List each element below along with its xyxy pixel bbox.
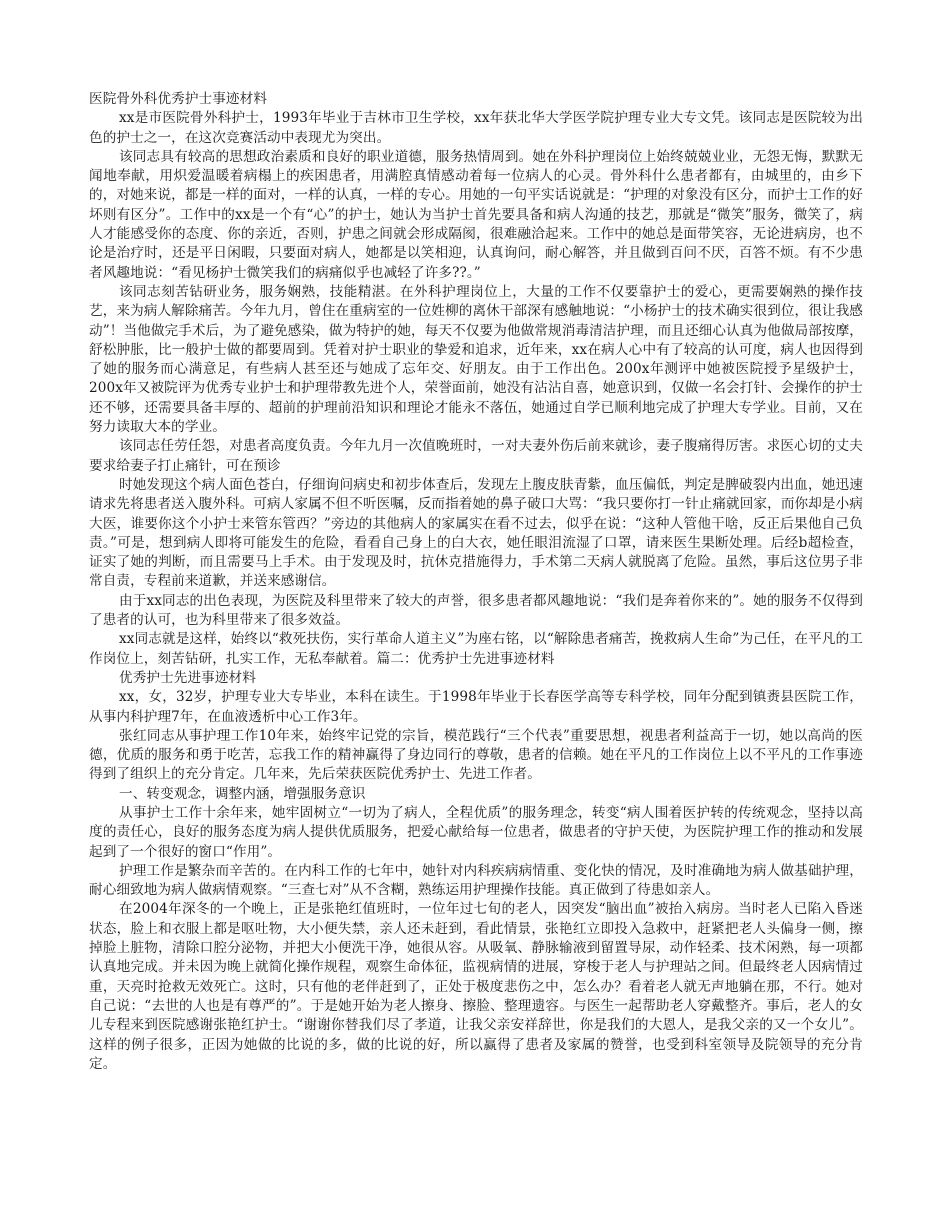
section-heading-one: 一、转变观念，调整内涵，增强服务意识 — [119, 785, 366, 802]
paragraph-skills: 该同志刻苦钻研业务，服务娴熟，技能精湛。在外科护理岗位上，大量的工作不仅要靠护士的爱心，更需要娴熟的操作技艺，来为病人解除痛苦。今年九月，曾住在重病室的一位姓柳的离休干部深有感触地说：“小杨护士的技术确实很到位，很让我感动”！当他做完手术后，为了避免感染，做为特护的她，每天不仅要为他做常规消毒清洁护理，而且还细心认真为他做局部按摩，舒松肿胀，比一般护士做的都要周到。凭着对护士职业的挚爱和追求，近年来，xx在病人心中有了较高的认可度，病人也因得到了她的服务而心满意足，有些病人甚至还与她成了忘年交、好朋友。由于工作出色。200x年测评中她被医院授予星级护士，200x年又被院评为优秀专业护士和护理带教先进个人，荣誉面前，她没有沾沾自喜，她意识到，仅做一名会打针、会操作的护士还不够，还需要具备丰厚的、超前的护理前沿知识和理论才能永不落伍，她通过自学已顺利地完成了护理大专学业。目前，又在努力读取大本的学业。 — [89, 283, 863, 436]
document-page — [89, 90, 863, 1074]
paragraph-conclusion: xx同志就是这样，始终以“救死扶伤，实行革命人道主义”为座右铭，以“解除患者痛苦，挽救病人生命”为己任，在平凡的工作岗位上，刻苦钻研，扎实工作，无私奉献着。篇二：优秀护士先进事迹材料 — [89, 631, 863, 667]
document-title: 医院骨外科优秀护士事迹材料 — [89, 91, 268, 107]
section-two-title: 优秀护士先进事迹材料 — [119, 669, 256, 686]
paragraph-internal-medicine: 护理工作是繁杂而辛苦的。在内科工作的七年中，她针对内科疾病病情重、变化快的情况，及时准确地为病人做基础护理，耐心细致地为病人做病情观察。“三查七对”从不含糊，熟练运用护理操作技能。真正做到了待患如亲人。 — [89, 862, 863, 899]
paragraph-profile: xx，女，32岁，护理专业大专毕业，本科在读生。于1998年毕业于长春医学高等专科学校，同年分配到镇赉县医院工作，从事内科护理7年，在血液透析中心工作3年。 — [89, 689, 863, 725]
paragraph-2004-case: 在2004年深冬的一个晚上，正是张艳红值班时，一位年过七旬的老人，因突发“脑出血”被抬入病房。当时老人已陷入昏迷状态，脸上和衣服上都是呕吐物，大小便失禁，亲人还未赶到，看此情景，张艳红立即投入急救中，赶紧把老人头偏身一侧，擦掉脸上脏物，清除口腔分泌物，并把大小便洗干净，她很从容。从吸氧、静脉输液到留置导尿，动作轻柔、技术闲熟，每一项都认真地完成。并未因为晚上就简化操作规程，观察生命体征，监视病情的进展，穿梭于老人与护理站之间。但最终老人因病情过重，天亮时抢救无效死亡。这时，只有他的老伴赶到了，正处于极度悲伤之中，怎么办？看着老人就无声地躺在那，不行。她对自己说：“去世的人也是有尊严的”。于是她开始为老人擦身、擦脸、整理遗容。与医生一起帮助老人穿戴整齐。事后，老人的女儿专程来到医院感谢张艳红护士。“谢谢你替我们尽了孝道，让我父亲安祥辞世，你是我们的大恩人，是我父亲的又一个女儿”。这样的例子很多，正因为她做的比说的多，做的比说的好，所以赢得了患者及家属的赞誉，也受到科室领导及院领导的充分肯定。 — [89, 901, 863, 1072]
paragraph-service-years: 张红同志从事护理工作10年来，始终牢记党的宗旨，模范践行“三个代表”重要思想，视患者利益高于一切，她以高尚的医德，优质的服务和勇于吃苦，忘我工作的精神赢得了身边同行的尊敬，患者的信赖。她在平凡的工作岗位上以不平凡的工作事迹得到了组织上的充分肯定。几年来，先后荣获医院优秀护士、先进工作者。 — [89, 727, 863, 783]
paragraph-service-concept: 从事护士工作十余年来，她牢固树立“一切为了病人，全程优质”的服务理念，转变“病人围着医护转的传统观念，坚持以高度的责任心，良好的服务态度为病人提供优质服务，把爱心献给每一位患者，做患者的守护天使，为医院护理工作的推动和发展起到了一个很好的窗口“作用”。 — [89, 804, 863, 860]
paragraph-intro: xx是市医院骨外科护士，1993年毕业于吉林市卫生学校，xx年获北华大学医学院护理专业大专文凭。该同志是医院较为出色的护士之一，在这次竞赛活动中表现尤为突出。 — [89, 110, 863, 146]
paragraph-emergency-case: 时她发现这个病人面色苍白，仔细询问病史和初步体查后，发现左上腹皮肤青紫，血压偏低，判定是脾破裂内出血，她迅速请求先将患者送入腹外科。可病人家属不但不听医嘱，反而指着她的鼻子破口大骂：“我只要你打一针止痛就回家，而你却是小病大医，谁要你这个小护士来管东管西？”旁边的其他病人的家属实在看不过去，似乎在说：“这种人管他干啥，反正后果他自己负责。”可是，想到病人即将可能发生的危险，看看自己身上的白大衣，她任眼泪流湿了口罩，请来医生果断处理。后经b超检查，证实了她的判断，而且需要马上手术。由于发现及时，抗休克措施得力，手术第二天病人就脱离了危险。虽然，事后这位男子非常自责，专程前来道歉，并送来感谢信。 — [89, 476, 863, 590]
paragraph-responsibility: 该同志任劳任怨，对患者高度负责。今年九月一次值晚班时，一对夫妻外伤后前来就诊，妻子腹痛得厉害。求医心切的丈夫要求给妻子打止痛针，可在预诊 — [89, 438, 863, 474]
paragraph-ethics: 该同志具有较高的思想政治素质和良好的职业道德，服务热情周到。她在外科护理岗位上始终兢兢业业，无怨无悔，默默无闻地奉献，用炽爱温暖着病榻上的疾困患者，用满腔真情感动着每一位病人的心灵。骨外科什么患者都有，由城里的，由乡下的，对她来说，都是一样的面对，一样的认真，一样的专心。用她的一句平实话说就是：“护理的对象没有区分，而护士工作的好坏则有区分”。工作中的xx是一个有“心”的护士，她认为当护士首先要具备和病人沟通的技艺，那就是“微笑”服务，微笑了，病人才能感受你的态度、你的亲近，否则，护患之间就会形成隔阂，很难融洽起来。工作中的她总是面带笑容，无论进病房，也不论是治疗时，还是平日闲暇，只要面对病人，她都是以笑相迎，认真询问，耐心解答，并且做到百问不厌，百答不烦。有不少患者风趣地说：“看见杨护士微笑我们的病痛似乎也减轻了许多??。” — [89, 148, 863, 281]
paragraph-reputation: 由于xx同志的出色表现，为医院及科里带来了较大的声誉，很多患者都风趣地说：“我们是奔着你来的”。她的服务不仅得到了患者的认可，也为科里带来了很多效益。 — [89, 592, 863, 629]
